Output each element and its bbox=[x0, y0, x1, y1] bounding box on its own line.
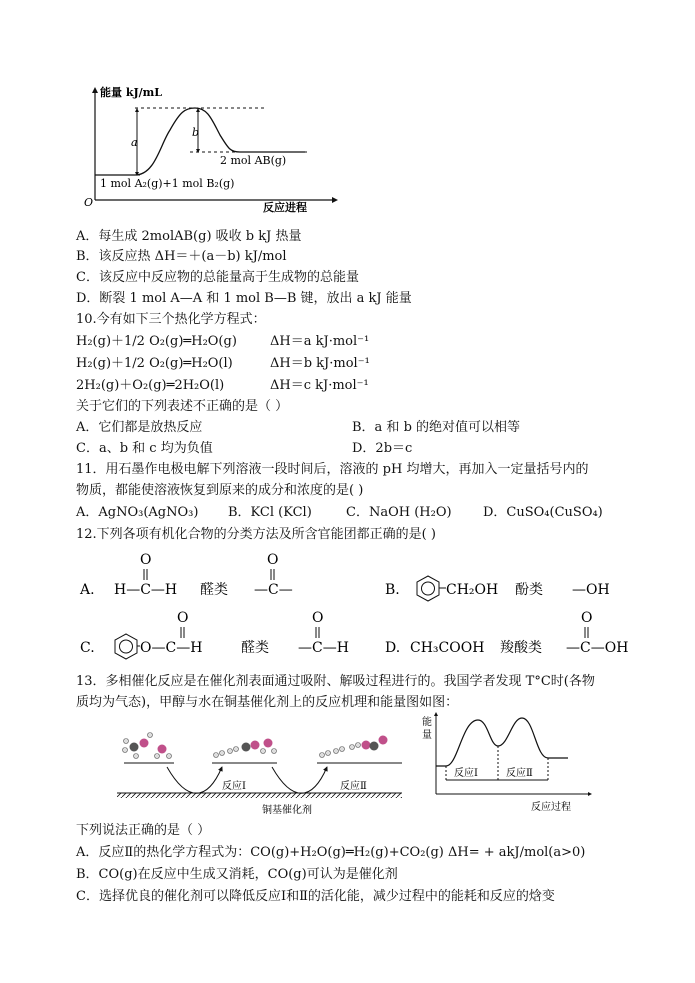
q13-option-b: B．CO(g)在反应中生成又消耗，CO(g)可认为是催化剂 bbox=[76, 867, 398, 882]
q10-question: 关于它们的下列表述不正确的是（ ） bbox=[76, 399, 289, 414]
q12-a-formula: H—C—H bbox=[114, 582, 178, 598]
q12-a-group: —C— bbox=[254, 582, 293, 598]
q10-eq2-dh: ΔH＝b kJ·mol⁻¹ bbox=[270, 356, 370, 371]
q11-option-d: D．CuSO₄(CuSO₄) bbox=[483, 505, 603, 520]
q12-d-group-oxygen: O bbox=[581, 610, 593, 626]
q12-d-class: 羧酸类 bbox=[500, 640, 542, 656]
q11-stem-line2: 物质，都能使溶液恢复到原来的成分和浓度的是( ) bbox=[76, 483, 364, 498]
energy-x-label: 反应过程 bbox=[531, 802, 571, 813]
q12-a-class: 醛类 bbox=[200, 582, 228, 598]
q10-stem: 10.今有如下三个热化学方程式： bbox=[76, 312, 266, 327]
q13-option-c: C．选择优良的催化剂可以降低反应Ⅰ和Ⅱ的活化能，减少过程中的能耗和反应的焓变 bbox=[76, 889, 555, 904]
q10-option-b: B．a 和 b 的绝对值可以相等 bbox=[352, 420, 521, 435]
intermediate-molecules bbox=[214, 739, 277, 758]
fig1-y-axis-label: 能量 kJ/mL bbox=[100, 86, 163, 99]
q13-energy-diagram bbox=[418, 710, 593, 820]
energy-diagram-figure bbox=[80, 80, 360, 215]
q12-c-group-oxygen: O bbox=[312, 610, 324, 626]
q12-a-letter: A. bbox=[80, 582, 95, 598]
mechanism-step1-label: 反应Ⅰ bbox=[222, 781, 246, 792]
product-molecules bbox=[320, 736, 388, 758]
q12-b-letter: B. bbox=[385, 582, 400, 598]
q12-d-letter: D. bbox=[385, 640, 401, 656]
q10-eq1-dh: ΔH＝a kJ·mol⁻¹ bbox=[270, 334, 370, 349]
fig1-label-a: a bbox=[131, 136, 138, 149]
q12-b-formula: CH₂OH bbox=[446, 582, 499, 598]
q12-a-group-oxygen: O bbox=[267, 552, 279, 568]
q13-stem-line2: 质均为气态)，甲醇与水在铜基催化剂上的反应机理和能量图如图： bbox=[76, 695, 459, 710]
q9-option-a: A．每生成 2molAB(g) 吸收 b kJ 热量 bbox=[76, 229, 302, 244]
q12-c-formula: O—C—H bbox=[140, 640, 203, 656]
fig1-label-b: b bbox=[192, 126, 200, 139]
q10-eq3-dh: ΔH＝c kJ·mol⁻¹ bbox=[270, 378, 369, 393]
energy-y-label: 能 bbox=[422, 717, 432, 728]
q10-eq1-lhs: H₂(g)＋1/2 O₂(g)═H₂O(g) bbox=[76, 334, 237, 349]
q10-eq3-lhs: 2H₂(g)＋O₂(g)═2H₂O(l) bbox=[76, 378, 225, 393]
q9-option-c: C．该反应中反应物的总能量高于生成物的总能量 bbox=[76, 270, 359, 285]
q12-structures-figure bbox=[78, 548, 643, 663]
q12-b-group: —OH bbox=[572, 582, 610, 598]
q12-d-group: —C—OH bbox=[566, 640, 629, 656]
fig1-reactant-label: 1 mol A₂(g)+1 mol B₂(g) bbox=[100, 177, 235, 190]
q10-option-a: A．它们都是放热反应 bbox=[76, 420, 203, 435]
fig1-product-label: 2 mol AB(g) bbox=[220, 154, 287, 167]
energy-step1-label: 反应Ⅰ bbox=[454, 768, 478, 779]
mechanism-step2-label: 反应Ⅱ bbox=[340, 781, 367, 792]
methanol-molecule bbox=[123, 733, 172, 759]
energy-step2-label: 反应Ⅱ bbox=[506, 768, 533, 779]
catalyst-label: 铜基催化剂 bbox=[262, 805, 312, 816]
q11-option-c: C．NaOH (H₂O) bbox=[346, 505, 452, 520]
q12-d-formula: CH₃COOH bbox=[410, 640, 485, 656]
q10-eq2-lhs: H₂(g)＋1/2 O₂(g)═H₂O(l) bbox=[76, 356, 233, 371]
q13-question: 下列说法正确的是（ ） bbox=[76, 823, 211, 838]
energy-y-label-2: 量 bbox=[422, 730, 432, 741]
q13-stem-line1: 13．多相催化反应是在催化剂表面通过吸附、解吸过程进行的。我国学者发现 T°C时(各物 bbox=[76, 674, 595, 689]
q11-option-a: A．AgNO₃(AgNO₃) bbox=[76, 505, 199, 520]
q10-option-c: C．a、b 和 c 均为负值 bbox=[76, 441, 213, 456]
q10-option-d: D．2b＝c bbox=[352, 441, 413, 456]
benzene-ring-c bbox=[115, 634, 137, 659]
q12-c-letter: C. bbox=[80, 640, 95, 656]
q9-option-b: B．该反应热 ΔH＝＋(a－b) kJ/mol bbox=[76, 249, 287, 264]
q9-option-d: D．断裂 1 mol A—A 和 1 mol B—B 键，放出 a kJ 能量 bbox=[76, 291, 412, 306]
q13-option-a: A．反应Ⅱ的热化学方程式为：CO(g)+H₂O(g)═H₂(g)+CO₂(g) ΔH= + akJ/mol(a>0) bbox=[76, 845, 586, 860]
catalysis-mechanism-figure bbox=[112, 717, 412, 817]
benzene-ring-b bbox=[417, 576, 439, 601]
q12-c-group: —C—H bbox=[298, 640, 349, 656]
q12-stem: 12.下列各项有机化合物的分类方法及所含官能团都正确的是( ) bbox=[76, 527, 436, 542]
q12-c-class: 醛类 bbox=[241, 640, 269, 656]
q11-option-b: B．KCl (KCl) bbox=[228, 505, 312, 520]
fig1-origin: O bbox=[84, 196, 94, 209]
q12-a-oxygen: O bbox=[140, 552, 152, 568]
q12-c-oxygen: O bbox=[177, 610, 189, 626]
fig1-x-axis-label: 反应进程 bbox=[263, 201, 307, 214]
q11-stem-line1: 11．用石墨作电极电解下列溶液一段时间后，溶液的 pH 均增大，再加入一定量括号内的 bbox=[76, 462, 589, 477]
q12-b-class: 酚类 bbox=[515, 582, 543, 598]
